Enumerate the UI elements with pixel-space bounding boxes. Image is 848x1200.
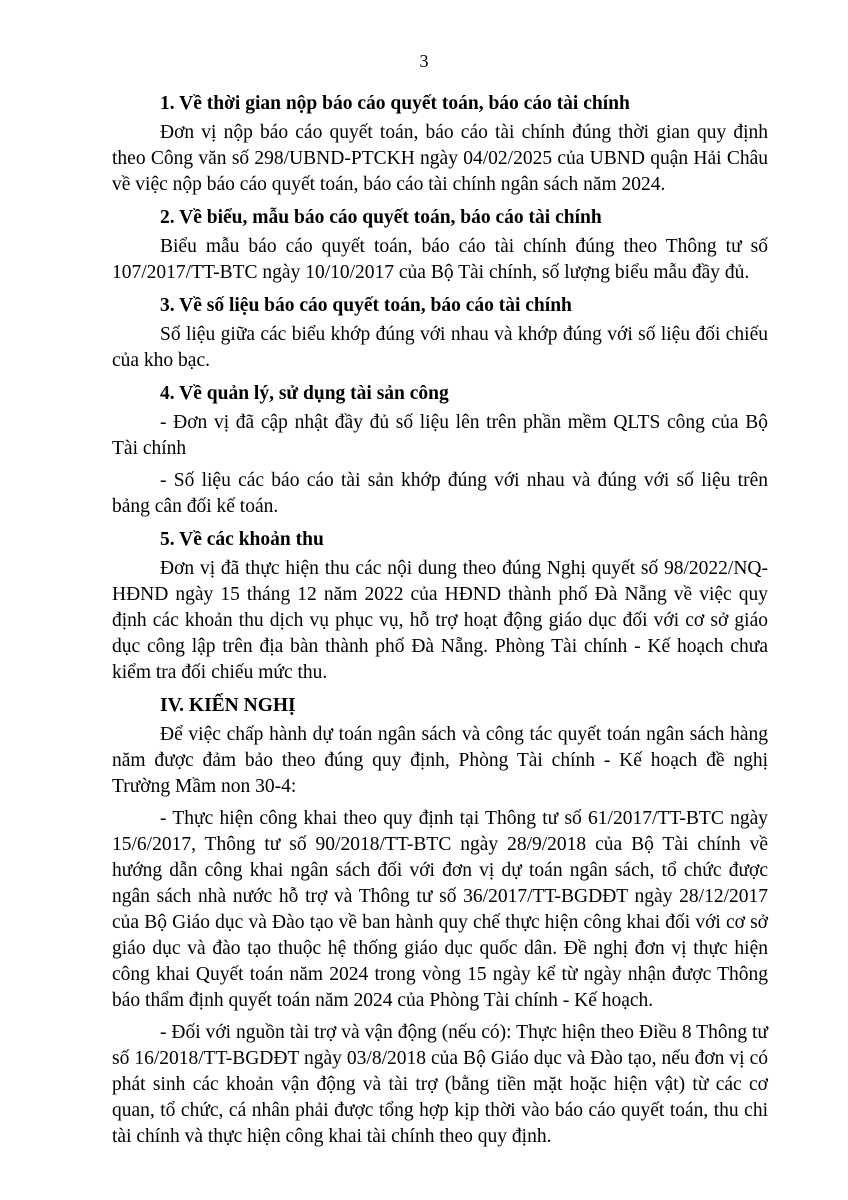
page-number: 3 [419,51,429,71]
section-heading-revenues: 5. Về các khoản thu [160,529,324,550]
paragraph: Đơn vị nộp báo cáo quyết toán, báo cáo tài chính đúng thời gian quy định theo Công văn số 298/UBND-PTCKH ngày 04/02/2025 của UBND quận Hải Châu về việc nộp báo cáo quyết toán, báo cáo tài chính ngân sách năm 2024. [112,122,768,195]
paragraph: - Đối với nguồn tài trợ và vận động (nếu có): Thực hiện theo Điều 8 Thông tư số 16/2018/TT-BGDĐT ngày 03/8/2018 của Bộ Giáo dục và Đào tạo, nếu đơn vị có phát sinh các khoản vận động và tài trợ (bằng tiền mặt hoặc hiện vật) từ các cơ quan, tổ chức, cá nhân phải được tổng hợp kịp thời vào báo cáo quyết toán, thu chi tài chính và thực hiện công khai tài chính theo quy định. [112,1022,768,1147]
paragraph: - Đơn vị đã cập nhật đầy đủ số liệu lên trên phần mềm QLTS công của Bộ Tài chính [112,412,768,459]
paragraph: Số liệu giữa các biểu khớp đúng với nhau và khớp đúng với số liệu đối chiếu của kho bạc. [112,324,768,371]
section-heading-public-assets: 4. Về quản lý, sử dụng tài sản công [160,383,449,404]
section-heading-submission-time: 1. Về thời gian nộp báo cáo quyết toán, báo cáo tài chính [160,93,630,114]
paragraph: Đơn vị đã thực hiện thu các nội dung theo đúng Nghị quyết số 98/2022/NQ-HĐND ngày 15 tháng 12 năm 2022 của HĐND thành phố Đà Nẵng về việc quy định các khoản thu dịch vụ phục vụ, hỗ trợ hoạt động giáo dục đối với cơ sở giáo dục công lập trên địa bàn thành phố Đà Nẵng. Phòng Tài chính - Kế hoạch chưa kiểm tra đối chiếu mức thu. [112,558,768,683]
section-heading-report-forms: 2. Về biểu, mẫu báo cáo quyết toán, báo cáo tài chính [160,207,602,228]
section-heading-recommendations: IV. KIẾN NGHỊ [160,695,296,716]
paragraph: - Thực hiện công khai theo quy định tại Thông tư số 61/2017/TT-BTC ngày 15/6/2017, Thông tư số 90/2018/TT-BTC ngày 28/9/2018 của Bộ Tài chính về hướng dẫn công khai ngân sách đối với đơn vị dự toán ngân sách, tổ chức được ngân sách nhà nước hỗ trợ và Thông tư số 36/2017/TT-BGDĐT ngày 28/12/2017 của Bộ Giáo dục và Đào tạo về ban hành quy chế thực hiện công khai đối với cơ sở giáo dục và đào tạo thuộc hệ thống giáo dục quốc dân. Đề nghị đơn vị thực hiện công khai Quyết toán năm 2024 trong vòng 15 ngày kể từ ngày nhận được Thông báo thẩm định quyết toán năm 2024 của Phòng Tài chính - Kế hoạch. [112,808,768,1011]
section-heading-report-figures: 3. Về số liệu báo cáo quyết toán, báo cáo tài chính [160,295,572,316]
paragraph: Biểu mẫu báo cáo quyết toán, báo cáo tài chính đúng theo Thông tư số 107/2017/TT-BTC ngày 10/10/2017 của Bộ Tài chính, số lượng biểu mẫu đầy đủ. [112,236,768,283]
paragraph: - Số liệu các báo cáo tài sản khớp đúng với nhau và đúng với số liệu trên bảng cân đối kế toán. [112,470,768,517]
paragraph: Để việc chấp hành dự toán ngân sách và công tác quyết toán ngân sách hàng năm được đảm bảo theo đúng quy định, Phòng Tài chính - Kế hoạch đề nghị Trường Mầm non 30-4: [112,724,768,797]
document-body [112,90,768,1156]
